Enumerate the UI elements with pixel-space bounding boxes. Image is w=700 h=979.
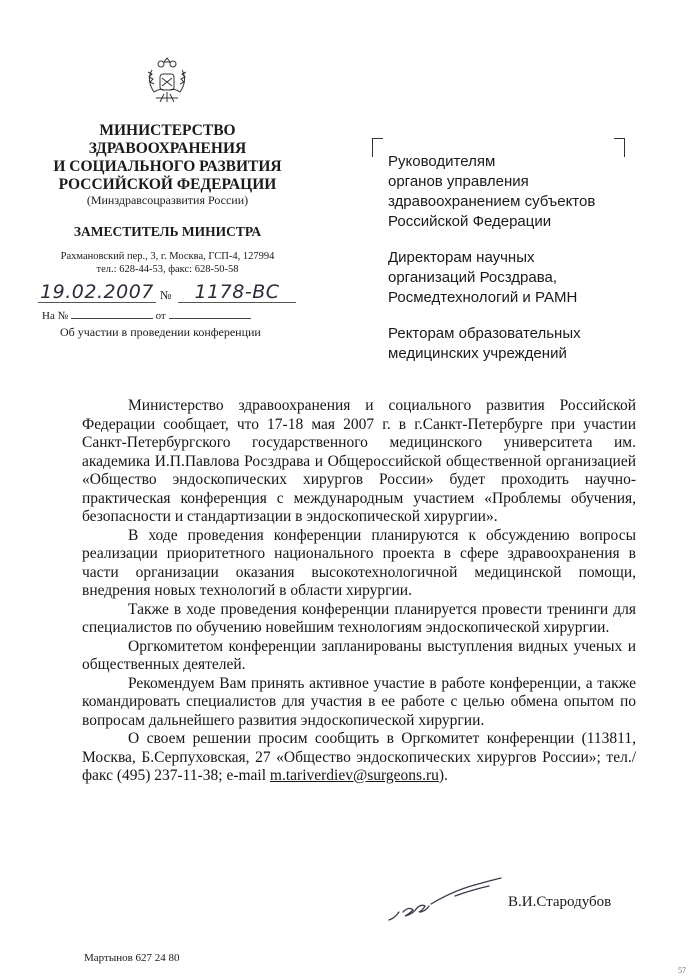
body-paragraph: Рекомендуем Вам принять активное участие в работе конференции, а также командировать специалистов для участия в ее работе с целью обмена опытом по вопросам дальнейшего развития эндоскопической хирургии.	[82, 674, 636, 729]
body-paragraph: Оргкомитетом конференции запланированы выступления видных ученых и общественных деятелей.	[82, 637, 636, 673]
addressee-group	[388, 248, 577, 308]
ministry-abbreviation: (Минздравсоцразвития России)	[86, 193, 249, 207]
reference-number-label: На №	[42, 310, 69, 322]
ministry-line: МИНИСТЕРСТВО	[99, 122, 236, 139]
page-mark: 57	[678, 966, 686, 975]
ministry-name	[40, 122, 295, 194]
registration-date: 19.02.2007	[38, 282, 156, 303]
phone-fax-line: тел.: 628-44-53, факс: 628-50-58	[96, 264, 239, 275]
addressee-group	[388, 152, 595, 232]
addressee-line: Российской Федерации	[388, 213, 552, 230]
reference-date-label: от	[155, 310, 166, 322]
executor-contact: Мартынов 627 24 80	[84, 952, 180, 964]
body-paragraph: В ходе проведения конференции планируются к обсуждению вопросы реализации приоритетного национального проекта в сфере здравоохранения в части организации оказания высокотехнологичной медицинской помощи, внедрения новых технологий в области хирургии.	[82, 526, 636, 599]
letter-body	[82, 397, 636, 786]
reference-date-blank	[169, 318, 251, 319]
addressee-line: органов управления	[388, 173, 529, 190]
ministry-line: ЗДРАВООХРАНЕНИЯ	[88, 140, 247, 157]
addressee-line: Руководителям	[388, 153, 496, 170]
address-corner-left	[372, 138, 383, 157]
addressee-line: медицинских учреждений	[388, 345, 567, 362]
address-line: Рахмановский пер., 3, г. Москва, ГСП-4, 127994	[60, 251, 275, 262]
ministry-line: И СОЦИАЛЬНОГО РАЗВИТИЯ	[53, 158, 282, 175]
handwritten-signature	[385, 866, 515, 926]
addressee-line: Директорам научных	[388, 249, 535, 266]
reference-number-blank	[71, 318, 153, 319]
signer-name: В.И.Стародубов	[508, 894, 612, 910]
addressee-line: здравоохранением субъектов	[388, 193, 596, 210]
contact-text-end: ).	[438, 767, 448, 784]
contact-text: О своем решении просим сообщить в Оргкомитет конференции (113811, Москва, Б.Серпуховская, 27 «Общество эндоскопических хирургов России»; тел./факс (495) 237-11-38; e-mail	[82, 730, 636, 784]
addressee-line: Ректорам образовательных	[388, 325, 581, 342]
email-link[interactable]: m.tariverdiev@surgeons.ru	[269, 767, 439, 784]
registration-number-label: №	[160, 288, 172, 302]
ministry-line: РОССИЙСКОЙ ФЕДЕРАЦИИ	[58, 176, 277, 193]
body-paragraph-contact	[82, 730, 636, 786]
coat-of-arms-icon	[144, 52, 190, 110]
addressee-group	[388, 324, 581, 364]
body-paragraph: Также в ходе проведения конференции планируется провести тренинги для специалистов по обучению новейшим технологиям эндоскопической хирургии.	[82, 600, 636, 636]
addressee-line: Росмедтехнологий и РАМН	[388, 289, 578, 306]
body-paragraph: Министерство здравоохранения и социального развития Российской Федерации сообщает, что 17-18 мая 2007 г. в г.Санкт-Петербурге при участии Санкт-Петербургского государственного медицинского университета им. академика И.П.Павлова Росздрава и Общероссийской общественной организацией «Общество эндоскопических хирургов России» будет проходить научно-практическая конференция с международным участием «Проблемы обучения, безопасности и стандартизации в эндоскопической хирургии».	[82, 397, 636, 525]
reference-row	[42, 310, 251, 322]
letter-subject: Об участии в проведении конференции	[60, 325, 261, 339]
deputy-minister-title: ЗАМЕСТИТЕЛЬ МИНИСТРА	[73, 224, 262, 239]
addressee-line: организаций Росздрава,	[388, 269, 558, 286]
ministry-address	[40, 250, 295, 276]
registration-number: 1178-ВС	[178, 282, 296, 303]
address-corner-right	[614, 138, 625, 157]
